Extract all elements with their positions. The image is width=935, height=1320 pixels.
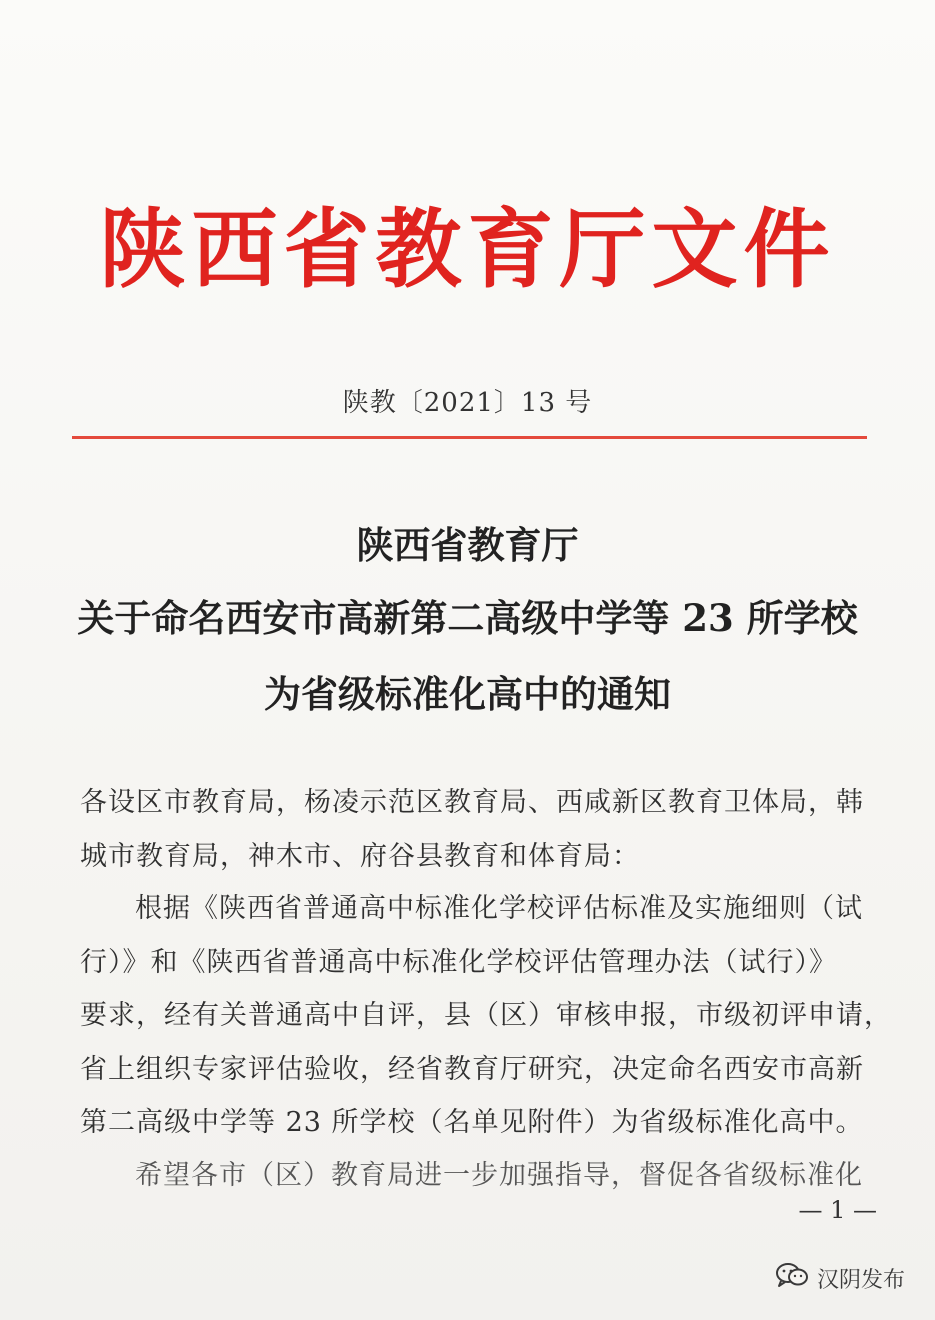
document-header-title: 陕西省教育厅文件 <box>99 199 836 300</box>
source-watermark <box>775 1262 905 1294</box>
notice-title-line-3: 为省级标准化高中的通知 <box>264 672 671 716</box>
notice-title-line-1: 陕西省教育厅 <box>356 523 579 567</box>
body-line: 省上组织专家评估验收，经省教育厅研究，决定命名西安市高新 <box>80 1054 864 1085</box>
body-line: 根据《陕西省普通高中标准化学校评估标准及实施细则（试 <box>135 893 863 924</box>
body-line: 希望各市（区）教育局进一步加强指导，督促各省级标准化 <box>135 1160 863 1191</box>
wechat-icon <box>775 1262 809 1294</box>
notice-title-line-2: 关于命名西安市高新第二高级中学等 23 所学校 <box>77 596 858 640</box>
body-line: 要求，经有关普通高中自评，县（区）审核申报，市级初评申请， <box>80 1000 892 1031</box>
document-number: 陕教〔2021〕13 号 <box>342 388 593 418</box>
body-line: 各设区市教育局，杨凌示范区教育局、西咸新区教育卫体局，韩 <box>80 787 864 818</box>
body-line: 城市教育局，神木市、府谷县教育和体育局： <box>80 841 640 872</box>
body-line: 第二高级中学等 23 所学校（名单见附件）为省级标准化高中。 <box>80 1107 864 1138</box>
watermark-text: 汉阴发布 <box>816 1267 905 1293</box>
header-divider <box>72 436 867 439</box>
body-line: 行）》和《陕西省普通高中标准化学校评估管理办法（试行）》 <box>80 947 837 978</box>
page-number: — 1 — <box>798 1196 877 1224</box>
